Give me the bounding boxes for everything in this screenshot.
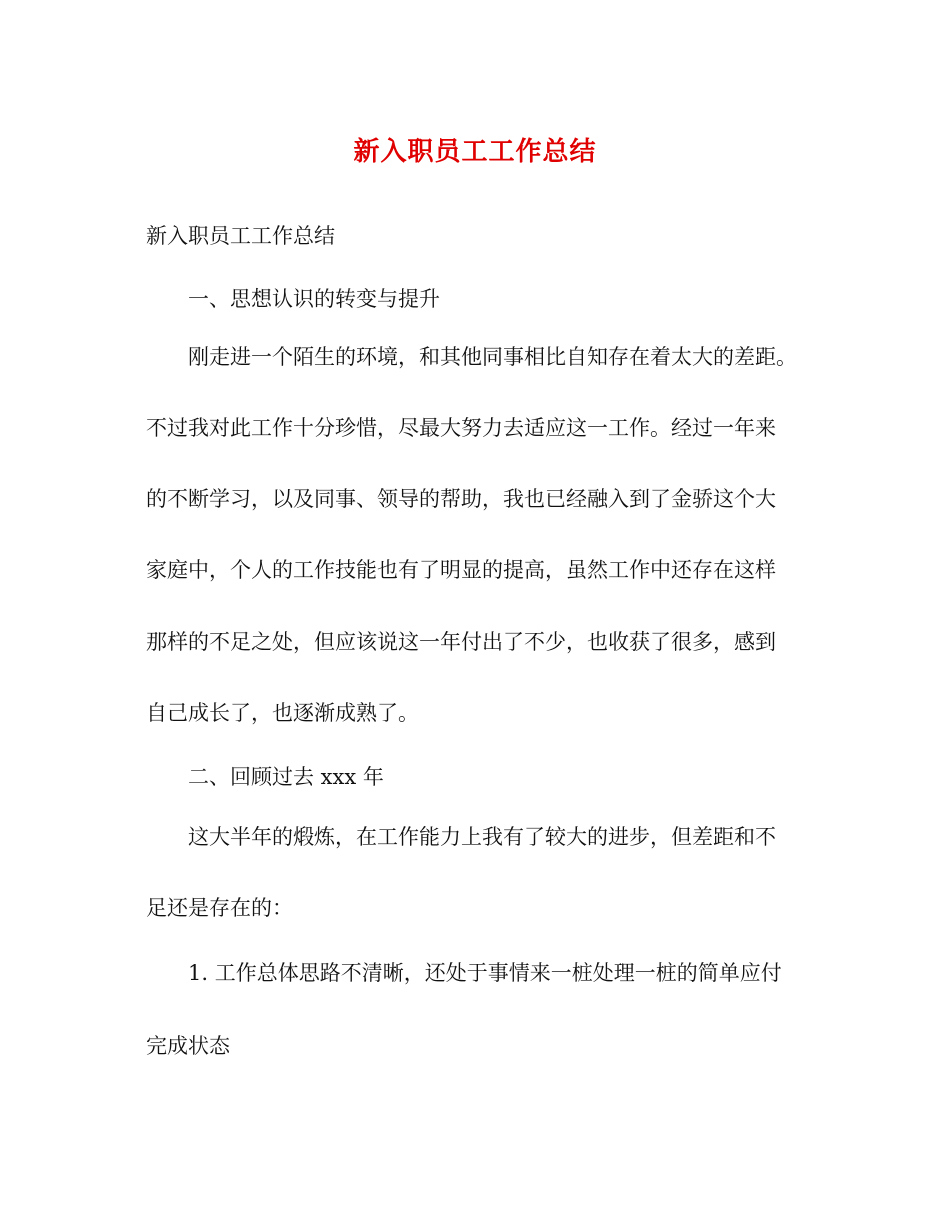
body-line: 足还是存在的： [146, 896, 293, 920]
body-line: 那样的不足之处，但应该说这一年付出了不少，也收获了很多，感到 [146, 630, 776, 654]
body-line: 完成状态 [146, 1034, 230, 1058]
body-line: 不过我对此工作十分珍惜，尽最大努力去适应这一工作。经过一年来 [146, 416, 776, 440]
document-title: 新入职员工工作总结 [353, 137, 597, 167]
list-item-1: 1. 工作总体思路不清晰，还处于事情来一桩处理一桩的简单应付 [188, 961, 782, 985]
section-heading-1: 一、思想认识的转变与提升 [188, 287, 440, 311]
body-line: 这大半年的煅炼，在工作能力上我有了较大的进步，但差距和不 [188, 825, 776, 849]
body-line: 自己成长了，也逐渐成熟了。 [146, 701, 419, 725]
body-line-subtitle: 新入职员工工作总结 [146, 224, 335, 248]
body-line: 的不断学习，以及同事、领导的帮助，我也已经融入到了金骄这个大 [146, 487, 776, 511]
section-heading-2: 二、回顾过去 xxx 年 [188, 765, 384, 789]
body-line: 家庭中，个人的工作技能也有了明显的提高，虽然工作中还存在这样 [146, 558, 776, 582]
body-line: 刚走进一个陌生的环境，和其他同事相比自知存在着太大的差距。 [188, 345, 797, 369]
